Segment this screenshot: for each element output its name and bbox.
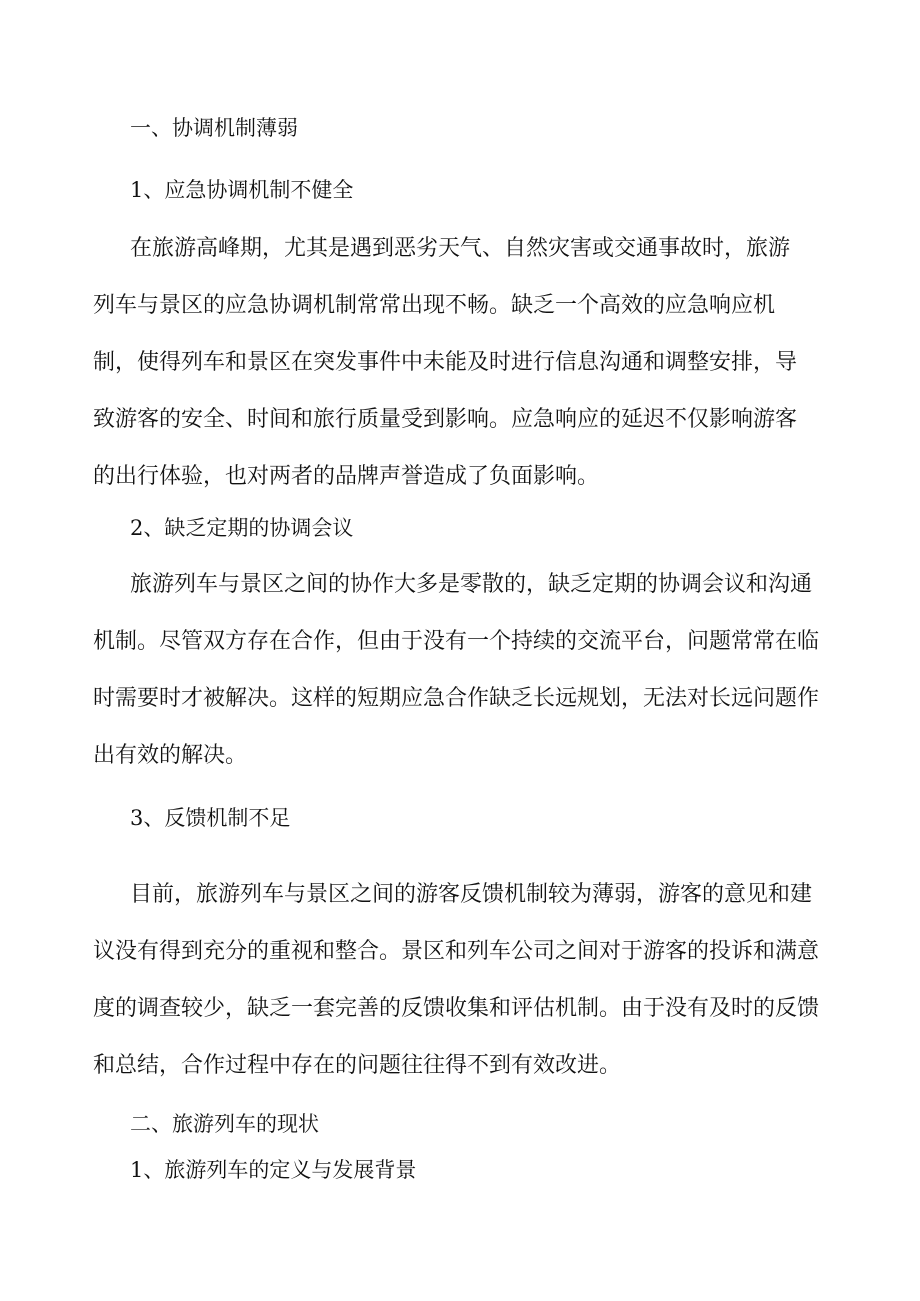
paragraph-2 — [0, 556, 920, 784]
paragraph-line: 议没有得到充分的重视和整合。景区和列车公司之间对于游客的投诉和满意 — [93, 939, 820, 964]
paragraph-line: 旅游列车与景区之间的协作大多是零散的，缺乏定期的协调会议和沟通 — [130, 572, 813, 597]
subheading-3: 3、反馈机制不足 — [130, 806, 291, 830]
paragraph-line: 和总结，合作过程中存在的问题往往得不到有效改进。 — [93, 1053, 622, 1078]
paragraph-line: 出有效的解决。 — [93, 743, 248, 768]
paragraph-3 — [0, 866, 920, 1094]
subheading-4: 1、旅游列车的定义与发展背景 — [130, 1158, 417, 1182]
paragraph-line: 制，使得列车和景区在突发事件中未能及时进行信息沟通和调整安排，导 — [93, 350, 798, 375]
section-heading-1: 一、协调机制薄弱 — [130, 116, 298, 140]
subheading-1: 1、应急协调机制不健全 — [130, 178, 354, 202]
paragraph-line: 列车与景区的应急协调机制常常出现不畅。缺乏一个高效的应急响应机 — [93, 293, 776, 318]
paragraph-line: 的出行体验，也对两者的品牌声誉造成了负面影响。 — [93, 464, 600, 489]
paragraph-line: 机制。尽管双方存在合作，但由于没有一个持续的交流平台，问题常常在临 — [93, 629, 820, 654]
paragraph-line: 在旅游高峰期，尤其是遇到恶劣天气、自然灾害或交通事故时，旅游 — [130, 236, 791, 261]
paragraph-line: 致游客的安全、时间和旅行质量受到影响。应急响应的延迟不仅影响游客 — [93, 407, 798, 432]
section-heading-2: 二、旅游列车的现状 — [130, 1112, 319, 1136]
paragraph-line: 目前，旅游列车与景区之间的游客反馈机制较为薄弱，游客的意见和建 — [130, 882, 813, 907]
paragraph-line: 度的调查较少，缺乏一套完善的反馈收集和评估机制。由于没有及时的反馈 — [93, 996, 820, 1021]
subheading-2: 2、缺乏定期的协调会议 — [130, 516, 354, 540]
paragraph-1 — [0, 220, 920, 505]
paragraph-line: 时需要时才被解决。这样的短期应急合作缺乏长远规划，无法对长远问题作 — [93, 686, 820, 711]
